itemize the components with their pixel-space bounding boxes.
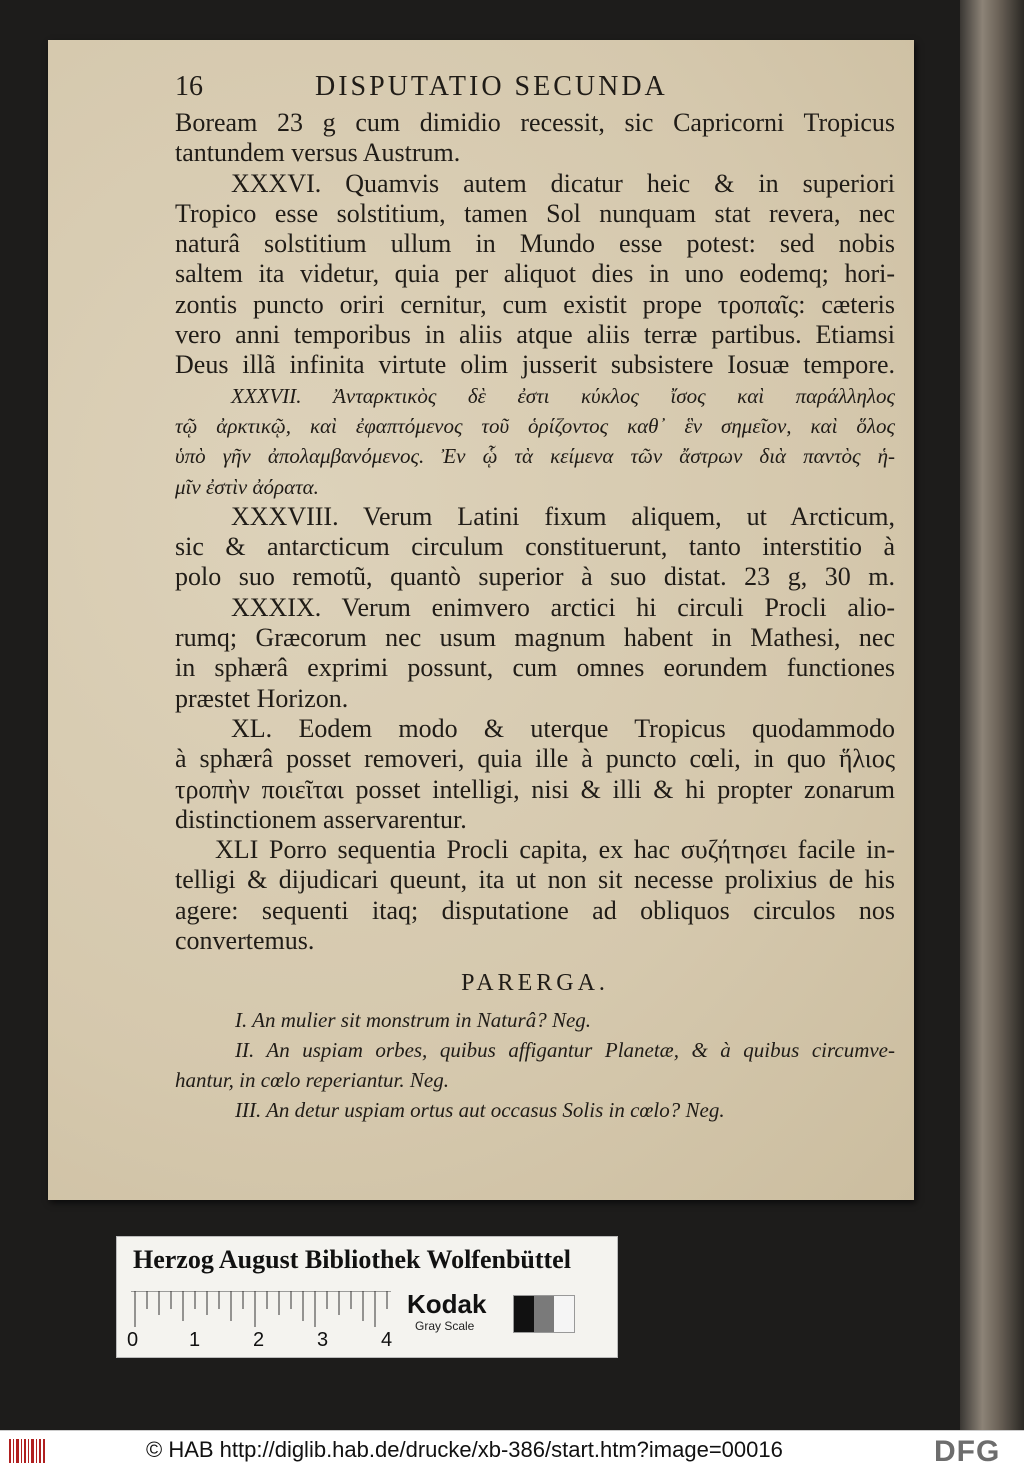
text-line: rumq; Græcorum nec usum magnum habent in Mathesi, nec [175, 623, 895, 653]
text-line: tantundem versus Austrum. [175, 138, 461, 168]
adjacent-page-edge [960, 0, 1024, 1430]
greek-line: ὑπὸ γῆν ἀπολαμβανόμενος. Ἐν ᾧ τὰ κείμενα τῶν ἄστρων διὰ παντὸς ἡ- [175, 444, 895, 469]
parerga-item: III. An detur uspiam ortus aut occasus Solis in cœlo? Neg. [235, 1097, 725, 1122]
greek-line: τῷ ἀρκτικῷ, καὶ ἐφαπτόμενος τοῦ ὁρίζοντος καθ᾽ ἓν σημεῖον, καὶ ὅλος [175, 413, 895, 438]
swatch-black [514, 1296, 534, 1332]
text-line: XL. Eodem modo & uterque Tropicus quodammodo [231, 713, 895, 743]
page-number: 16 [175, 71, 203, 102]
dfg-logo[interactable]: DFG [934, 1435, 1001, 1468]
gray-scale-label: Gray Scale [415, 1319, 475, 1333]
page-text [175, 72, 895, 1125]
running-head: DISPUTATIO SECUNDA [315, 71, 668, 102]
text-line: convertemus. [175, 926, 315, 956]
library-name: Herzog August Bibliothek Wolfenbüttel [133, 1245, 571, 1274]
text-line: naturâ solstitium ullum in Mundo esse potest: sed nobis [175, 229, 895, 259]
page-header [175, 72, 895, 108]
text-line: telligi & dijudicari queunt, ita ut non sit necesse prolixius de his [175, 865, 895, 895]
text-line: zontis puncto oriri cernitur, cum existit prope τροπαῖς: cæteris [175, 289, 895, 319]
text-line: distinctionem asservarentur. [175, 804, 467, 834]
ruler-number: 4 [381, 1329, 393, 1351]
text-line: saltem ita videtur, quia per aliquot dies in uno eodemq; hori- [175, 259, 895, 289]
text-line: τροπὴν ποιεῖται posset intelligi, nisi & illi & hi propter zonarum [175, 774, 895, 804]
kodak-logo: Kodak [407, 1289, 487, 1319]
text-line: agere: sequenti itaq; disputatione ad obliquos circulos nos [175, 895, 895, 925]
copyright-link[interactable]: © HAB http://diglib.hab.de/drucke/xb-386/start.htm?image=00016 [146, 1437, 783, 1462]
text-line: Tropico esse solstitium, tamen Sol nunquam stat revera, nec [175, 198, 895, 228]
ruler-number: 0 [127, 1329, 139, 1351]
ruler-number: 1 [189, 1329, 201, 1351]
text-line: XXXIX. Verum enimvero arctici hi circuli Procli alio- [231, 592, 895, 622]
greek-line: XXXVII. Ἀνταρκτικὸς δὲ ἐστι κύκλος ἴσος καὶ παράλληλος [231, 383, 895, 408]
ruler-numbers [127, 1329, 397, 1351]
parerga-item: I. An mulier sit monstrum in Naturâ? Neg. [235, 1007, 592, 1032]
text-line: Boream 23 g cum dimidio recessit, sic Capricorni Tropicus [175, 108, 895, 137]
swatch-gray [534, 1296, 554, 1332]
ruler-number: 3 [317, 1329, 329, 1351]
swatch-white [554, 1296, 574, 1332]
text-line: XXXVIII. Verum Latini fixum aliquem, ut Arcticum, [231, 501, 895, 531]
greek-line: μῖν ἐστὶν ἀόρατα. [175, 474, 319, 499]
text-line: polo suo remotũ, quantò superior à suo distat. 23 g, 30 m. [175, 562, 895, 592]
text-line: XLI Porro sequentia Procli capita, ex hac συζήτησει facile in- [215, 835, 895, 865]
ruler-number: 2 [253, 1329, 265, 1351]
parerga-item: II. An uspiam orbes, quibus affigantur Planetæ, & à quibus circumve- [235, 1037, 895, 1062]
text-line: sic & antarcticum circulum constituerunt, tanto interstitio à [175, 532, 895, 562]
parerga-item: hantur, in cœlo reperiantur. Neg. [175, 1067, 449, 1092]
text-line: à sphærâ posset removeri, quia ille à puncto cœli, in quo ἥλιος [175, 744, 895, 774]
color-calibration-card [116, 1236, 618, 1358]
text-line: in sphærâ exprimi possunt, cum omnes eorundem functiones [175, 653, 895, 683]
ruler-scale [131, 1291, 391, 1327]
gray-swatches [513, 1295, 575, 1333]
parerga-list [175, 1005, 895, 1125]
text-line: Deus illã infinita virtute olim jusserit subsistere Iosuæ tempore. [175, 350, 895, 380]
viewer-footer [0, 1430, 1024, 1472]
barcode-icon [8, 1437, 48, 1465]
text-line: præstet Horizon. [175, 683, 349, 713]
text-line: XXXVI. Quamvis autem dicatur heic & in superiori [231, 168, 895, 198]
text-line: vero anni temporibus in aliis atque aliis terræ partibus. Etiamsi [175, 320, 895, 350]
parerga-heading: PARERGA. [461, 970, 609, 997]
